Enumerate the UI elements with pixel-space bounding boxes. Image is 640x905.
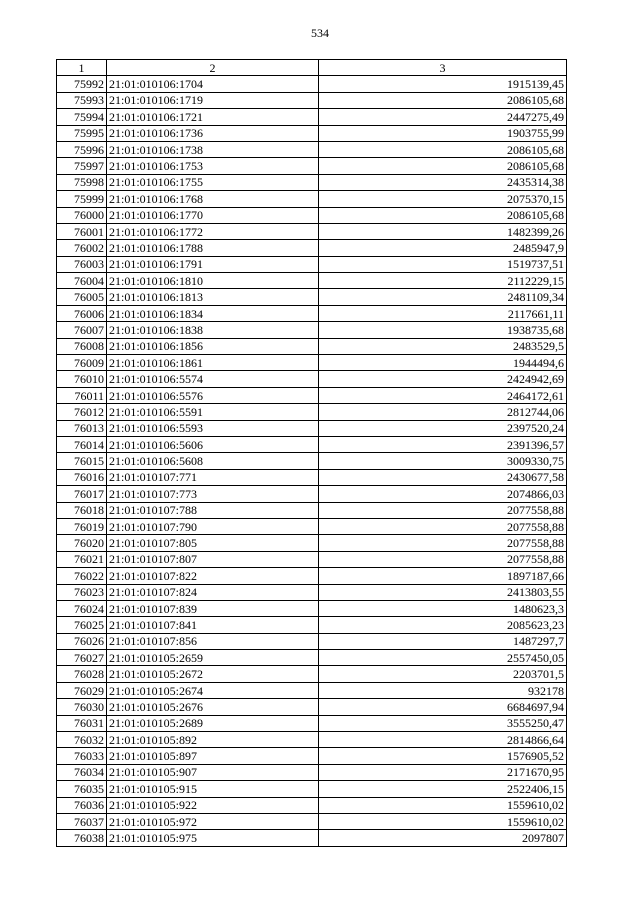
cadastral-number-cell: 21:01:010106:1788 (107, 240, 319, 256)
column-header-1: 1 (57, 60, 107, 76)
row-number-cell: 76009 (57, 355, 107, 371)
row-number-cell: 76000 (57, 207, 107, 223)
value-cell: 2077558,88 (319, 535, 567, 551)
cadastral-number-cell: 21:01:010106:5593 (107, 420, 319, 436)
row-number-cell: 76005 (57, 289, 107, 305)
cadastral-number-cell: 21:01:010107:788 (107, 502, 319, 518)
table-row (57, 502, 567, 518)
row-number-cell: 76031 (57, 715, 107, 731)
table-row (57, 633, 567, 649)
table-row (57, 764, 567, 780)
row-number-cell: 76020 (57, 535, 107, 551)
table-row (57, 371, 567, 387)
table-row (57, 551, 567, 567)
row-number-cell: 76010 (57, 371, 107, 387)
value-cell: 2074866,03 (319, 486, 567, 502)
value-cell: 1559610,02 (319, 797, 567, 813)
table-row (57, 568, 567, 584)
cadastral-number-cell: 21:01:010105:897 (107, 748, 319, 764)
value-cell: 2077558,88 (319, 502, 567, 518)
row-number-cell: 76023 (57, 584, 107, 600)
table-row (57, 223, 567, 239)
cadastral-number-cell: 21:01:010106:1738 (107, 141, 319, 157)
row-number-cell: 76001 (57, 223, 107, 239)
value-cell: 2812744,06 (319, 404, 567, 420)
row-number-cell: 76006 (57, 305, 107, 321)
column-header-2: 2 (107, 60, 319, 76)
row-number-cell: 76038 (57, 830, 107, 846)
value-cell: 3555250,47 (319, 715, 567, 731)
cadastral-number-cell: 21:01:010107:856 (107, 633, 319, 649)
row-number-cell: 76034 (57, 764, 107, 780)
row-number-cell: 76002 (57, 240, 107, 256)
table-row (57, 207, 567, 223)
cadastral-number-cell: 21:01:010105:907 (107, 764, 319, 780)
value-cell: 2447275,49 (319, 109, 567, 125)
value-cell: 2522406,15 (319, 781, 567, 797)
row-number-cell: 75993 (57, 92, 107, 108)
cadastral-number-cell: 21:01:010106:5576 (107, 387, 319, 403)
cadastral-number-cell: 21:01:010106:5591 (107, 404, 319, 420)
row-number-cell: 76028 (57, 666, 107, 682)
row-number-cell: 76027 (57, 650, 107, 666)
cadastral-number-cell: 21:01:010106:1704 (107, 76, 319, 92)
cadastral-number-cell: 21:01:010106:1810 (107, 273, 319, 289)
value-cell: 2112229,15 (319, 273, 567, 289)
cadastral-number-cell: 21:01:010105:2676 (107, 699, 319, 715)
value-cell: 6684697,94 (319, 699, 567, 715)
value-cell: 2391396,57 (319, 436, 567, 452)
row-number-cell: 76024 (57, 600, 107, 616)
table-row (57, 748, 567, 764)
cadastral-number-cell: 21:01:010107:841 (107, 617, 319, 633)
row-number-cell: 76026 (57, 633, 107, 649)
page-number: 534 (311, 26, 329, 40)
cadastral-number-cell: 21:01:010107:771 (107, 469, 319, 485)
value-cell: 2485947,9 (319, 240, 567, 256)
table-row (57, 338, 567, 354)
row-number-cell: 76018 (57, 502, 107, 518)
table-row (57, 92, 567, 108)
row-number-cell: 76012 (57, 404, 107, 420)
column-header-3: 3 (319, 60, 567, 76)
value-cell: 1487297,7 (319, 633, 567, 649)
value-cell: 2077558,88 (319, 518, 567, 534)
value-cell: 3009330,75 (319, 453, 567, 469)
row-number-cell: 76015 (57, 453, 107, 469)
cadastral-number-cell: 21:01:010106:5574 (107, 371, 319, 387)
table-row (57, 289, 567, 305)
row-number-cell: 75996 (57, 141, 107, 157)
table-row (57, 732, 567, 748)
cadastral-number-cell: 21:01:010107:824 (107, 584, 319, 600)
table-row (57, 469, 567, 485)
row-number-cell: 76013 (57, 420, 107, 436)
cadastral-number-cell: 21:01:010106:1719 (107, 92, 319, 108)
table-row (57, 404, 567, 420)
row-number-cell: 76019 (57, 518, 107, 534)
table-row (57, 76, 567, 92)
cadastral-number-cell: 21:01:010107:773 (107, 486, 319, 502)
value-cell: 2086105,68 (319, 92, 567, 108)
row-number-cell: 75998 (57, 174, 107, 190)
cadastral-number-cell: 21:01:010106:5606 (107, 436, 319, 452)
row-number-cell: 75999 (57, 191, 107, 207)
row-number-cell: 75997 (57, 158, 107, 174)
value-cell: 2086105,68 (319, 207, 567, 223)
value-cell: 1903755,99 (319, 125, 567, 141)
table-row (57, 486, 567, 502)
table-row (57, 813, 567, 829)
cadastral-number-cell: 21:01:010105:922 (107, 797, 319, 813)
table-row (57, 305, 567, 321)
cadastral-number-cell: 21:01:010107:790 (107, 518, 319, 534)
row-number-cell: 76011 (57, 387, 107, 403)
table-row (57, 600, 567, 616)
value-cell: 1576905,52 (319, 748, 567, 764)
row-number-cell: 76033 (57, 748, 107, 764)
value-cell: 1482399,26 (319, 223, 567, 239)
value-cell: 2424942,69 (319, 371, 567, 387)
value-cell: 1559610,02 (319, 813, 567, 829)
row-number-cell: 75992 (57, 76, 107, 92)
row-number-cell: 76032 (57, 732, 107, 748)
row-number-cell: 76021 (57, 551, 107, 567)
table-row (57, 387, 567, 403)
table-row (57, 322, 567, 338)
row-number-cell: 76008 (57, 338, 107, 354)
registry-table (56, 59, 567, 847)
table-row (57, 355, 567, 371)
cadastral-number-cell: 21:01:010106:1813 (107, 289, 319, 305)
value-cell: 2413803,55 (319, 584, 567, 600)
cadastral-number-cell: 21:01:010106:1861 (107, 355, 319, 371)
value-cell: 1519737,51 (319, 256, 567, 272)
value-cell: 2086105,68 (319, 141, 567, 157)
table-row (57, 650, 567, 666)
row-number-cell: 76003 (57, 256, 107, 272)
cadastral-number-cell: 21:01:010106:1791 (107, 256, 319, 272)
value-cell: 1915139,45 (319, 76, 567, 92)
value-cell: 2481109,34 (319, 289, 567, 305)
value-cell: 2075370,15 (319, 191, 567, 207)
value-cell: 1480623,3 (319, 600, 567, 616)
value-cell: 2483529,5 (319, 338, 567, 354)
table-row (57, 273, 567, 289)
value-cell: 2086105,68 (319, 158, 567, 174)
table-row (57, 617, 567, 633)
table-row (57, 141, 567, 157)
cadastral-number-cell: 21:01:010106:1753 (107, 158, 319, 174)
table-row (57, 420, 567, 436)
value-cell: 2430677,58 (319, 469, 567, 485)
value-cell: 2097807 (319, 830, 567, 846)
value-cell: 1938735,68 (319, 322, 567, 338)
row-number-cell: 75994 (57, 109, 107, 125)
row-number-cell: 76017 (57, 486, 107, 502)
cadastral-number-cell: 21:01:010106:1768 (107, 191, 319, 207)
cadastral-number-cell: 21:01:010106:1755 (107, 174, 319, 190)
row-number-cell: 76025 (57, 617, 107, 633)
table-row (57, 682, 567, 698)
table-row (57, 830, 567, 846)
table-row (57, 125, 567, 141)
table-row (57, 453, 567, 469)
cadastral-number-cell: 21:01:010105:892 (107, 732, 319, 748)
header-row (57, 60, 567, 76)
value-cell: 932178 (319, 682, 567, 698)
cadastral-number-cell: 21:01:010106:5608 (107, 453, 319, 469)
cadastral-number-cell: 21:01:010107:822 (107, 568, 319, 584)
value-cell: 2464172,61 (319, 387, 567, 403)
cadastral-number-cell: 21:01:010105:2672 (107, 666, 319, 682)
value-cell: 2814866,64 (319, 732, 567, 748)
table-header (57, 60, 567, 76)
cadastral-number-cell: 21:01:010107:807 (107, 551, 319, 567)
cadastral-number-cell: 21:01:010105:975 (107, 830, 319, 846)
table-row (57, 666, 567, 682)
cadastral-number-cell: 21:01:010105:2659 (107, 650, 319, 666)
cadastral-number-cell: 21:01:010107:805 (107, 535, 319, 551)
row-number-cell: 76036 (57, 797, 107, 813)
value-cell: 2117661,11 (319, 305, 567, 321)
table-row (57, 584, 567, 600)
value-cell: 2435314,38 (319, 174, 567, 190)
cadastral-number-cell: 21:01:010106:1736 (107, 125, 319, 141)
row-number-cell: 76030 (57, 699, 107, 715)
cadastral-number-cell: 21:01:010105:2674 (107, 682, 319, 698)
table-row (57, 715, 567, 731)
cadastral-number-cell: 21:01:010106:1772 (107, 223, 319, 239)
value-cell: 2557450,05 (319, 650, 567, 666)
row-number-cell: 76004 (57, 273, 107, 289)
value-cell: 2397520,24 (319, 420, 567, 436)
row-number-cell: 76035 (57, 781, 107, 797)
value-cell: 2171670,95 (319, 764, 567, 780)
value-cell: 1897187,66 (319, 568, 567, 584)
table-row (57, 158, 567, 174)
table-row (57, 240, 567, 256)
value-cell: 2085623,23 (319, 617, 567, 633)
table-row (57, 781, 567, 797)
row-number-cell: 76037 (57, 813, 107, 829)
row-number-cell: 76014 (57, 436, 107, 452)
value-cell: 2203701,5 (319, 666, 567, 682)
cadastral-number-cell: 21:01:010106:1770 (107, 207, 319, 223)
row-number-cell: 75995 (57, 125, 107, 141)
table-row (57, 436, 567, 452)
table-row (57, 109, 567, 125)
row-number-cell: 76029 (57, 682, 107, 698)
table-row (57, 256, 567, 272)
row-number-cell: 76022 (57, 568, 107, 584)
table-row (57, 699, 567, 715)
value-cell: 2077558,88 (319, 551, 567, 567)
cadastral-number-cell: 21:01:010106:1856 (107, 338, 319, 354)
cadastral-number-cell: 21:01:010105:972 (107, 813, 319, 829)
cadastral-number-cell: 21:01:010106:1721 (107, 109, 319, 125)
table-row (57, 174, 567, 190)
value-cell: 1944494,6 (319, 355, 567, 371)
row-number-cell: 76007 (57, 322, 107, 338)
row-number-cell: 76016 (57, 469, 107, 485)
cadastral-number-cell: 21:01:010106:1838 (107, 322, 319, 338)
table-row (57, 535, 567, 551)
table-row (57, 518, 567, 534)
cadastral-number-cell: 21:01:010105:2689 (107, 715, 319, 731)
cadastral-number-cell: 21:01:010107:839 (107, 600, 319, 616)
table-row (57, 797, 567, 813)
cadastral-number-cell: 21:01:010106:1834 (107, 305, 319, 321)
table-body (57, 76, 567, 846)
cadastral-number-cell: 21:01:010105:915 (107, 781, 319, 797)
table-row (57, 191, 567, 207)
